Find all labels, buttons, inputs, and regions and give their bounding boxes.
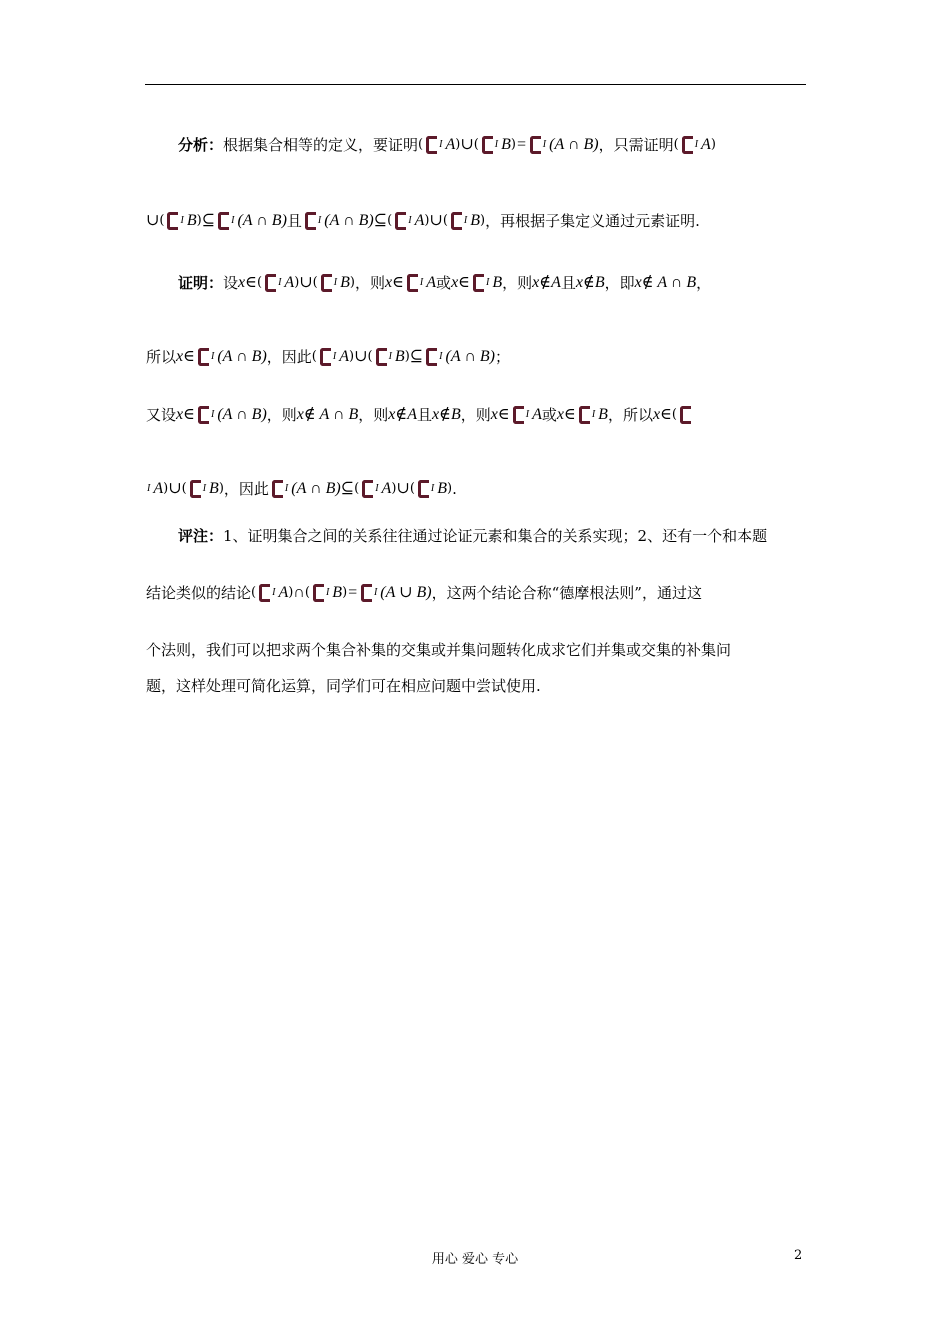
complement-symbol [680, 406, 691, 424]
complement-symbol [426, 136, 437, 154]
complement-symbol [473, 274, 484, 292]
complement-symbol [167, 212, 178, 230]
header-rule [145, 84, 806, 85]
complement-symbol [198, 348, 209, 366]
analysis-text-2: ，只需证明 [598, 136, 674, 154]
complement-symbol [451, 212, 462, 230]
page-number: 2 [794, 1248, 803, 1263]
complement-symbol [198, 406, 209, 424]
complement-symbol [361, 584, 372, 602]
proof-label: 证明： [178, 274, 224, 292]
complement-symbol [426, 348, 437, 366]
complement-symbol [305, 212, 316, 230]
comment-line-2: 结论类似的结论( I A)∩( I B)= I (A ∪ B)，这两个结论合称“德摩根法则”，通过这 [146, 584, 702, 602]
complement-symbol [190, 480, 201, 498]
complement-symbol [530, 136, 541, 154]
comment-label: 评注： [178, 527, 224, 545]
analysis-line-1: 分析：根据集合相等的定义，要证明( I A)∪( I B)= I (A ∩ B)，只需证明( I A) [178, 136, 716, 154]
complement-symbol [407, 274, 418, 292]
analysis-text-4: ，再根据子集定义通过元素证明. [485, 212, 700, 230]
complement-symbol [376, 348, 387, 366]
comment-line-3: 个法则，我们可以把求两个集合补集的交集或并集问题转化成求它们并集或交集的补集问 [146, 641, 732, 659]
complement-symbol [218, 212, 229, 230]
complement-symbol [321, 274, 332, 292]
complement-symbol [513, 406, 524, 424]
complement-symbol [272, 480, 283, 498]
comment-line-1: 评注：1、证明集合之间的关系往往通过论证元素和集合的关系实现；2、还有一个和本题 [178, 527, 768, 545]
proof-line-3: 又设x∈ I (A ∩ B)，则x∉ A ∩ B，则x∉A且x∉B，则x∈ I A或x∈ I B，所以x∈( [146, 394, 816, 434]
analysis-text-3: 且 [286, 212, 302, 230]
complement-symbol [418, 480, 429, 498]
footer-motto: 用心 爱心 专心 [431, 1252, 519, 1267]
analysis-text-1: 根据集合相等的定义，要证明 [223, 136, 419, 154]
comment-line-4: 题，这样处理可简化运算，同学们可在相应问题中尝试使用. [146, 677, 541, 695]
complement-symbol [482, 136, 493, 154]
proof-line-4: I A)∪( I B)，因此 I (A ∩ B)⊆( I A)∪( I B). [147, 480, 457, 498]
proof-line-1: 证明：设x∈( I A)∪( I B)，则x∈ I A或x∈ I B，则x∉A且x∉B，即x∉ A ∩ B， [178, 274, 712, 292]
proof-line-2: 所以x∈ I (A ∩ B)，因此( I A)∪( I B)⊆ I (A ∩ B)； [146, 348, 510, 366]
analysis-label: 分析： [178, 136, 224, 154]
complement-symbol [395, 212, 406, 230]
complement-symbol [259, 584, 270, 602]
complement-symbol [313, 584, 324, 602]
complement-symbol [579, 406, 590, 424]
complement-symbol [320, 348, 331, 366]
complement-symbol [362, 480, 373, 498]
analysis-line-2: ∪( I B)⊆ I (A ∩ B)且 I (A ∩ B)⊆( I A)∪( I B)，再根据子集定义通过元素证明. [146, 212, 700, 230]
complement-symbol [265, 274, 276, 292]
complement-symbol [682, 136, 693, 154]
